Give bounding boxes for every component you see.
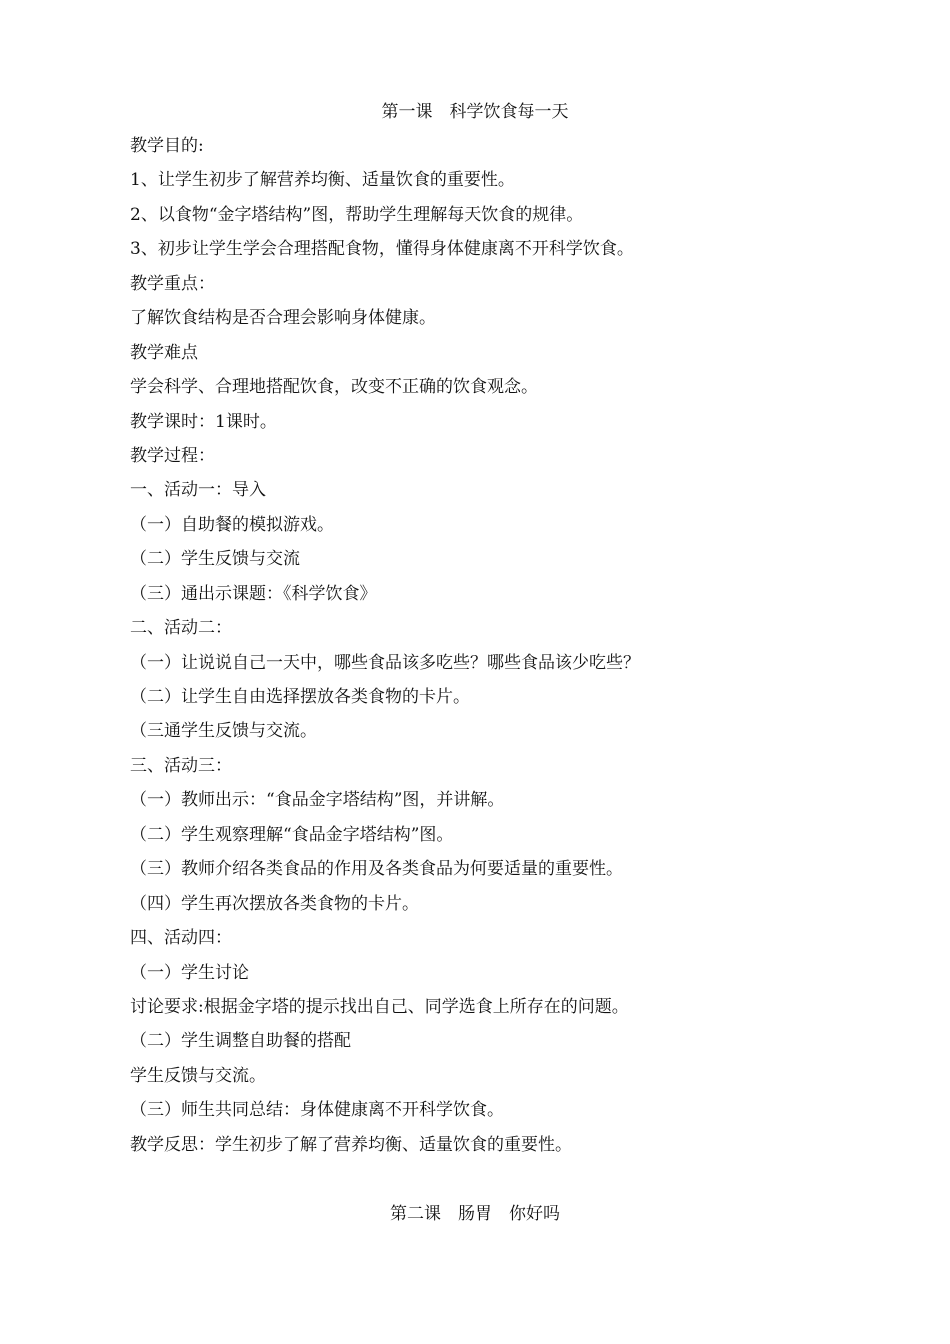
- paragraph-activity-3-step-4: （四）学生再次摆放各类食物的卡片。: [130, 893, 419, 914]
- paragraph-activity-3: 三、活动三：: [130, 755, 232, 776]
- paragraph-discussion-requirement: 讨论要求:根据金字塔的提示找出自己、同学选食上所存在的问题。: [130, 996, 629, 1017]
- lesson-1-body: [130, 134, 830, 1167]
- paragraph-key-points: 了解饮食结构是否合理会影响身体健康。: [130, 308, 436, 329]
- paragraph-activity-4: 四、活动四：: [130, 928, 232, 949]
- paragraph-activity-1: 一、活动一：导入: [130, 480, 266, 501]
- paragraph-reflection: 教学反思：学生初步了解了营养均衡、适量饮食的重要性。: [130, 1134, 572, 1155]
- paragraph-activity-1-step-3: （三）通出示课题：《科学饮食》: [130, 583, 377, 604]
- paragraph-process-heading: 教学过程：: [130, 445, 215, 466]
- paragraph-goal-2: 2、以食物“金字塔结构”图，帮助学生理解每天饮食的规律。: [130, 204, 584, 225]
- paragraph-activity-4-step-3: （三）师生共同总结：身体健康离不开科学饮食。: [130, 1100, 504, 1121]
- lesson-2-title: 第二课 肠胃 你好吗: [390, 1204, 560, 1224]
- paragraph-activity-1-step-1: （一）自助餐的模拟游戏。: [130, 514, 334, 535]
- paragraph-activity-3-step-3: （三）教师介绍各类食品的作用及各类食品为何要适量的重要性。: [130, 859, 623, 880]
- paragraph-difficulties: 学会科学、合理地搭配饮食，改变不正确的饮食观念。: [130, 377, 538, 398]
- paragraph-activity-2-step-1: （一）让说说自己一天中，哪些食品该多吃些？哪些食品该少吃些？: [130, 652, 640, 673]
- paragraph-activity-2-step-2: （二）让学生自由选择摆放各类食物的卡片。: [130, 687, 470, 707]
- paragraph-difficulties-heading: 教学难点: [130, 342, 198, 363]
- paragraph-goal-3: 3、初步让学生学会合理搭配食物，懂得身体健康离不开科学饮食。: [130, 239, 634, 260]
- paragraph-activity-4-step-2: （二）学生调整自助餐的搭配: [130, 1031, 351, 1052]
- lesson-1-title: 第一课 科学饮食每一天: [381, 102, 569, 122]
- paragraph-goal-1: 1、让学生初步了解营养均衡、适量饮食的重要性。: [130, 170, 515, 191]
- paragraph-activity-3-step-1: （一）教师出示：“食品金字塔结构”图，并讲解。: [130, 790, 505, 811]
- paragraph-activity-3-step-2: （二）学生观察理解“食品金字塔结构”图。: [130, 824, 454, 845]
- paragraph-activity-4-step-1: （一）学生讨论: [130, 962, 249, 983]
- paragraph-feedback: 学生反馈与交流。: [130, 1065, 266, 1086]
- paragraph-class-hours: 教学课时：1课时。: [130, 411, 277, 432]
- paragraph-teaching-goals-heading: 教学目的:: [130, 136, 204, 156]
- paragraph-activity-1-step-2: （二）学生反馈与交流: [130, 549, 300, 570]
- paragraph-activity-2: 二、活动二：: [130, 618, 232, 639]
- paragraph-activity-2-step-3: （三通学生反馈与交流。: [130, 721, 317, 742]
- paragraph-key-points-heading: 教学重点：: [130, 273, 215, 294]
